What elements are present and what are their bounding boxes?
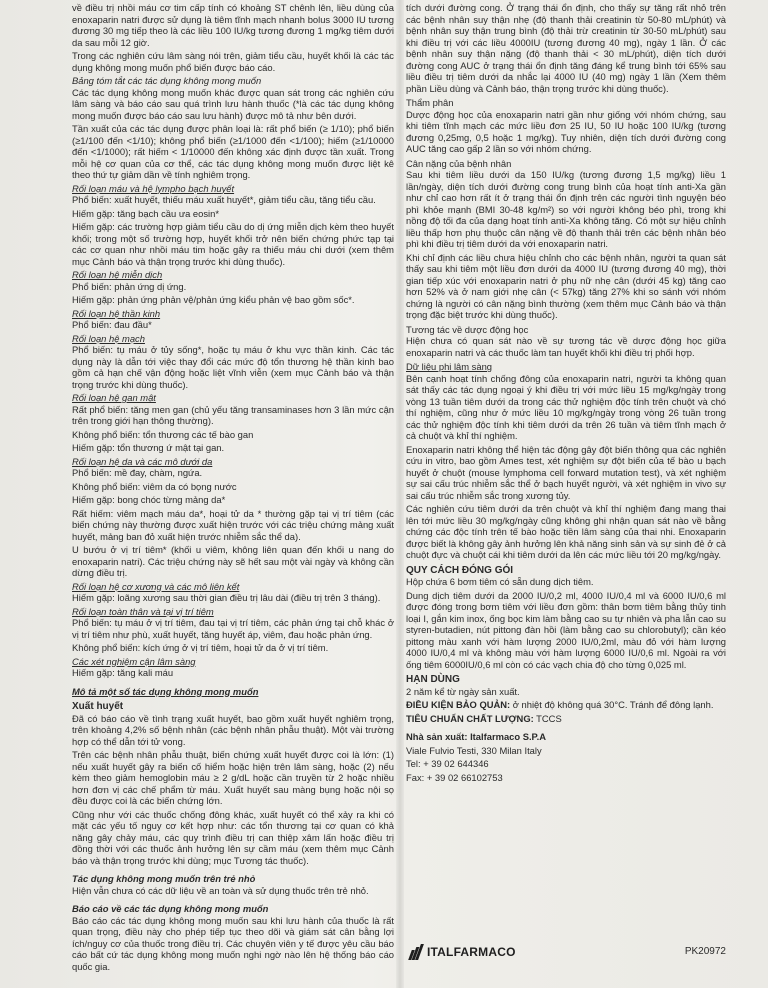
paragraph: Rất hiếm: viêm mạch máu da*, hoại tử da * thường gặp tại vị trí tiêm (các biến chứng này thường được xuất hiện trước với các triệu chứng mảng xuất huyết, mảng ban đỏ xuất hiện trước nhiễm sắc thể da).: [72, 507, 394, 542]
left-column: [72, 2, 394, 986]
product-code: PK20972: [684, 946, 726, 957]
paragraph: Dược động học của enoxaparin natri gần như giống với nhóm chứng, sau khi tiêm tĩnh mạch các mức liều đơn 25 IU, 50 IU hoặc 100 IU/kg (tương đương 0,25mg, 0,5 hoặc 1 mg/kg). Tuy nhiên, diện tích dưới đường cong AUC tăng cao gấp 2 lần so với nhóm chứng.: [406, 108, 726, 154]
paragraph: Trong các nghiên cứu lâm sàng nói trên, giảm tiểu cầu, huyết khối là các tác dụng không mong muốn phổ biến được báo cáo.: [72, 50, 394, 73]
section-heading: Tương tác về dược động học: [406, 323, 529, 335]
paragraph: Rất phổ biến: tăng men gan (chủ yếu tăng transaminases hơn 3 lần mức cận trên trong giới hạn thông thường).: [72, 403, 394, 426]
paragraph: Phổ biến: đau đầu*: [72, 319, 152, 330]
section-heading: Dữ liệu phi lâm sàng: [406, 361, 493, 372]
paragraph: Hiếm gặp: tổn thương ứ mật tại gan.: [72, 442, 225, 453]
section-heading: Rối loạn toàn thân và tại vị trí tiêm: [72, 605, 214, 617]
paragraph-lead: ĐIỀU KIỆN BẢO QUẢN:: [406, 699, 511, 710]
paragraph: Phổ biến: tụ máu ở vị trí tiêm, đau tại vị trí tiêm, các phản ứng tại chỗ khác ở vị trí tiêm như phù, xuất huyết, tăng huyết áp, viêm, đau hoặc phản ứng.: [72, 617, 394, 640]
section-heading: Rối loạn máu và hệ lympho bạch huyết: [72, 182, 235, 194]
paragraph: Cũng như với các thuốc chống đông khác, xuất huyết có thể xảy ra khi có mặt các yếu tố nguy cơ kết hợp như: các tổn thương tại cơ quan có khả năng gây chảy máu, các quy trình điều trị can thiệp xâm lấn hoặc điều trị đồng thời với các thuốc ảnh hưởng lên sự cầm máu (xem thêm mục Cảnh báo và thận trọng trước khi dùng; mục Tương tác thuốc).: [72, 808, 394, 866]
paragraph: U bướu ở vị trí tiêm* (khối u viêm, không liên quan đến khối u nang do enoxaparin natri). Các triệu chứng này sẽ hết sau một vài ngày và không cần dừng điều trị.: [72, 544, 394, 578]
paragraph: Hiếm gặp: bong chóc từng mảng da*: [72, 494, 226, 505]
paragraph: Hiếm gặp: loãng xương sau thời gian điều trị lâu dài (điều trị trên 3 tháng).: [72, 592, 381, 603]
paragraph: Hiếm gặp: các trường hợp giảm tiểu cầu do dị ứng miễn dịch kèm theo huyết khối; trong một số trường hợp, huyết khối trở nên biến chứng phức tạp tại các cơ quan như nhồi máu tim hoặc gây ra thiếu máu chi dưới (xem thêm mục Cảnh báo và thận trọng trước khi dùng thuốc).: [72, 221, 394, 267]
paragraph-lead: TIÊU CHUẨN CHẤT LƯỢNG:: [406, 712, 534, 724]
section-heading: Rối loạn hệ mạch: [72, 332, 145, 344]
paragraph: Khi chỉ định các liều chưa hiệu chỉnh cho các bệnh nhân, người ta quan sát thấy sau khi tiêm một liều đơn dưới da 4000 IU (tương đương 40 mg), thời gian tiếp xúc với enoxaparin natri ở phụ nữ nhẹ cân (dưới 45 kg) tăng cao hơn 52% và ở nam giới nhẹ cân (< 57kg) tăng 27% khi so sánh với nhóm chứng là người có cân nặng bình thường (xem thêm mục Cảnh báo và thận trọng đặc biệt trước khi dùng thuốc).: [406, 251, 726, 320]
paragraph: Phổ biến: tụ máu ở tủy sống*, hoặc tụ máu ở khu vực thần kinh. Các tác dụng này là dẫn tới việc thay đổi các mức độ tổn thương hệ thần kinh bao gồm cả hạn chế vận động hoặc liệt vĩnh viễn (xem mục Cảnh báo và thận trọng trước khi dùng thuốc).: [72, 344, 394, 390]
logo-mark-icon: [410, 944, 424, 960]
page-fold: [396, 0, 404, 988]
labeled-paragraph: [406, 713, 726, 725]
section-heading: Mô tả một số tác dụng không mong muốn: [72, 685, 259, 697]
paragraph: Fax: + 39 02 66102753: [406, 771, 503, 783]
section-heading: Rối loạn hệ gan mật: [72, 392, 156, 403]
paragraph: Không phổ biến: kích ứng ở vị trí tiêm, hoại tử da ở vị trí tiêm.: [72, 642, 329, 653]
section-heading: HẠN DÙNG: [406, 674, 460, 685]
paragraph: Báo cáo các tác dụng không mong muốn sau khi lưu hành của thuốc là rất quan trọng, điều này cho phép tiếp tục theo dõi và giám sát cân bằng lợi ích/nguy cơ của thuốc trong điều trị. Các chuyên viên y tế được yêu cầu báo cáo bất cứ tác dụng không mong muốn nghi ngờ nào lên hệ thống báo cáo quốc gia.: [72, 914, 394, 972]
paragraph: Hiện vẫn chưa có các dữ liệu về an toàn và sử dụng thuốc trên trẻ nhỏ.: [72, 884, 369, 896]
paragraph: Phổ biến: phản ứng dị ứng.: [72, 280, 187, 292]
paragraph: tích dưới đường cong. Ở trạng thái ổn định, cho thấy sự tăng rất nhỏ trên các bệnh nhân suy thận nhẹ (độ thanh thải creatinin từ 50-80 mL/phút) và bệnh nhân suy thận trung bình (độ thải trừ creatinin từ 30-50 mL/phút) sau khi điều trị với các liều 4000IU (tương đương 40 mg), ngày 1 lần. Ở các bệnh nhân suy thận nặng (độ thanh thải < 30 mL/phút), diện tích dưới đường cong AUC ở trạng thái ổn định tăng đáng kể trung bình tới 65% sau liều điều trị tiêm dưới da nhắc lại 4000 IU (40 mg) ngày 1 lần (Xem thêm phần Liều dùng và Cảnh báo, thận trọng trước khi dùng thuốc).: [406, 2, 726, 94]
paragraph: Viale Fulvio Testi, 330 Milan Italy: [406, 744, 542, 756]
section-heading: Rối loạn hệ cơ xương và các mô liên kết: [72, 580, 240, 592]
paragraph: Hiếm gặp: tăng kali máu: [72, 667, 174, 678]
paragraph: 2 năm kể từ ngày sản xuất.: [406, 685, 520, 697]
right-column: [406, 2, 726, 932]
section-heading: Các xét nghiệm cận lâm sàng: [72, 655, 196, 667]
section-heading: Xuất huyết: [72, 701, 124, 712]
section-heading: Tác dụng không mong muốn trên trẻ nhỏ: [72, 873, 256, 884]
paragraph: Dung dịch tiêm dưới da 2000 IU/0,2 ml, 4000 IU/0,4 ml và 6000 IU/0,6 ml được đóng trong bơm tiêm với liều đơn gồm: thân bơm tiêm bằng thủy tinh loại I, gắn kim inox, ống bọc kim làm bằng cao su tự nhiên và pha lẫn cao su styren-butadien, nút pittong đàn hồi (làm bằng cao su chlorobutyl); cần kéo pittong màu xanh với hàm lượng 2000 IU/0,2ml, màu đỏ với hàm lượng 4000 IU/0,4 ml và không màu với hàm lượng 6000 IU/0,6 ml. Ngoài ra với ống tiêm 6000IU/0,6 ml còn có các vạch chia độ cho từng 0,025 ml.: [406, 589, 726, 670]
paragraph: Các nghiên cứu tiêm dưới da trên chuột và khỉ thí nghiệm đang mang thai lên tới mức liều 30 mg/kg/ngày cũng không ghi nhận quan sát nào về bằng chứng các độc tính trên tế bào hoặc tiền lâm sàng của thai nhi. Enoxaparin được biết là không gây ảnh hưởng lên khả năng sinh sản và sự sinh đẻ ở cả chuột đực và chuột cái khi tiêm dưới da lên các mức liều tới 20 mg/kg/ngày.: [406, 503, 726, 560]
logo-text: ITALFARMACO: [427, 945, 516, 959]
section-heading: Rối loạn hệ da và các mô dưới da: [72, 455, 213, 467]
labeled-paragraph: [406, 699, 726, 711]
manufacturer-logo: [410, 944, 516, 960]
paragraph: Hiếm gặp: phản ứng phản vệ/phản ứng kiểu phản vệ bao gồm sốc*.: [72, 294, 355, 305]
footer: [406, 940, 746, 970]
labeled-paragraph: [406, 731, 726, 743]
paragraph-text: ở nhiệt độ không quá 30°C. Tránh để đông lạnh.: [510, 699, 714, 710]
section-heading: Rối loạn hệ miễn dịch: [72, 269, 163, 280]
section-heading: Rối loạn hệ thần kinh: [72, 307, 161, 319]
paragraph: Enoxaparin natri không thể hiện tác động gây đột biến thông qua các nghiên cứu in vitro, bao gồm Ames test, xét nghiệm sự đột biến của tế bào u bạch huyết ở chuột (mouse lymphoma cell forward mutation test), và xét nghiệm sự sai cấu trúc nhiễm sắc thể ở bạch huyết người, và xét nghiệm in vivo sự sai cấu trúc nhiễm sắc trong xương tủy.: [406, 443, 726, 501]
paragraph: Hiện chưa có quan sát nào về sự tương tác về dược động học giữa enoxaparin natri và các thuốc làm tan huyết khối khi điều trị phối hợp.: [406, 335, 726, 358]
paragraph: Trên các bệnh nhân phẫu thuật, biến chứng xuất huyết được coi là lớn: (1) nếu xuất huyết gây ra biến cố hiểm hoặc hiện trên lâm sàng, hoặc (2) nếu kèm theo giảm hemoglobin máu ≥ 2 g/dL hoặc cần truyền từ 2 hoặc nhiều hơn đơn vị các chế phẩm từ máu. Xuất huyết sau màng bụng hoặc nội sọ đều được coi là các biến chứng lớn.: [72, 749, 394, 806]
section-heading: Thẩm phân: [406, 97, 454, 108]
paragraph: về điều trị nhồi máu cơ tim cấp tính có khoảng ST chênh lên, liều dùng của enoxaparin natri được sử dụng là tiêm tĩnh mạch nhanh bolus 3000 IU tương đương 30 mg tiếp theo là các liều 100 IU/kg tương đương 1 mg/kg tiêm dưới da sau mỗi 12 giờ.: [72, 2, 394, 48]
paragraph: Tần xuất của các tác dụng được phân loại là: rất phổ biến (≥ 1/10); phổ biến (≥1/100 đến <1/10); không phổ biến (≥1/1000 đến <1/100); hiếm (≥1/10000 đến <1/1000); rất hiếm < 1/10000 đến không xác định được tần xuất. Trong mỗi hệ cơ quan của cơ thể, các tác dụng không mong muốn được liệt kê theo thứ tự giảm dần về tính nghiêm trọng.: [72, 123, 394, 180]
section-heading: QUY CÁCH ĐÓNG GÓI: [406, 564, 514, 576]
paragraph: Tel: + 39 02 644346: [406, 758, 489, 769]
paragraph: Hiếm gặp: tăng bạch cầu ưa eosin*: [72, 207, 219, 219]
paragraph: Các tác dụng không mong muốn khác được quan sát trong các nghiên cứu lâm sàng và báo cáo sau quá trình lưu hành thuốc (*là các tác dụng không mong muốn được báo cáo sau lưu hành) được mô tả như bên dưới.: [72, 86, 394, 121]
paragraph: Đã có báo cáo về tình trạng xuất huyết, bao gồm xuất huyết nghiêm trọng, trên khoảng 4,2% số bệnh nhân (các bệnh nhân phẫu thuật). Một vài trường hợp có thể dẫn tới tử vong.: [72, 712, 394, 747]
section-heading: Báo cáo về các tác dụng không mong muốn: [72, 903, 269, 914]
paragraph-lead: Nhà sản xuất: Italfarmaco S.P.A: [406, 731, 546, 742]
paragraph: Không phổ biến: tổn thương các tế bào gan: [72, 428, 254, 440]
section-heading: Cân nặng của bệnh nhân: [406, 157, 512, 169]
paragraph: Không phổ biến: viêm da có bọng nước: [72, 480, 237, 492]
paragraph: Hộp chứa 6 bơm tiêm có sẵn dung dịch tiêm.: [406, 576, 594, 587]
paragraph-text: TCCS: [533, 712, 562, 724]
paragraph: Phổ biến: mề đay, chàm, ngứa.: [72, 467, 203, 478]
paragraph: Phổ biến: xuất huyết, thiếu máu xuất huyết*, giảm tiểu cầu, tăng tiểu cầu.: [72, 194, 376, 205]
paragraph: Sau khi tiêm liều dưới da 150 IU/kg (tương đương 1,5 mg/kg) liều 1 lần/ngày, diện tích dưới đường cong trung bình của hoạt tính anti-Xa gần như chỉ cao hơn rất ít ở trạng thái ổn định trên các người tình nguyện béo phì khỏe mạnh (BMI 30-48 kg/m²) so với người không béo phì, trong khi nồng độ tối đa của dạng hoạt tính anti-Xa không tăng. Có một sự hiệu chỉnh liều thấp hơn phụ thuộc cân nặng về độ thanh thải trên các bệnh nhân béo phì khi điều trị tiêm dưới da với enoxaparin natri.: [406, 169, 726, 249]
paragraph: Bên cạnh hoạt tính chống đông của enoxaparin natri, người ta không quan sát thấy các tác dụng ngoại ý khi điều trị với mức liều 15 mg/kg/ngày trong vòng 13 tuần tiêm dưới da trong các thử nghiệm độc tính trên chuột và chó thí nghiệm, cũng như ở mức liều 10 mg/kg/ngày trong vòng 26 tuần trong các thử nghiệm độc tính khi tiêm dưới da trên 26 tuần và tiêm tĩnh mạch ở cả chuột và khỉ thí nghiệm.: [406, 372, 726, 441]
section-heading: Bảng tóm tắt các tác dụng không mong muốn: [72, 75, 262, 86]
